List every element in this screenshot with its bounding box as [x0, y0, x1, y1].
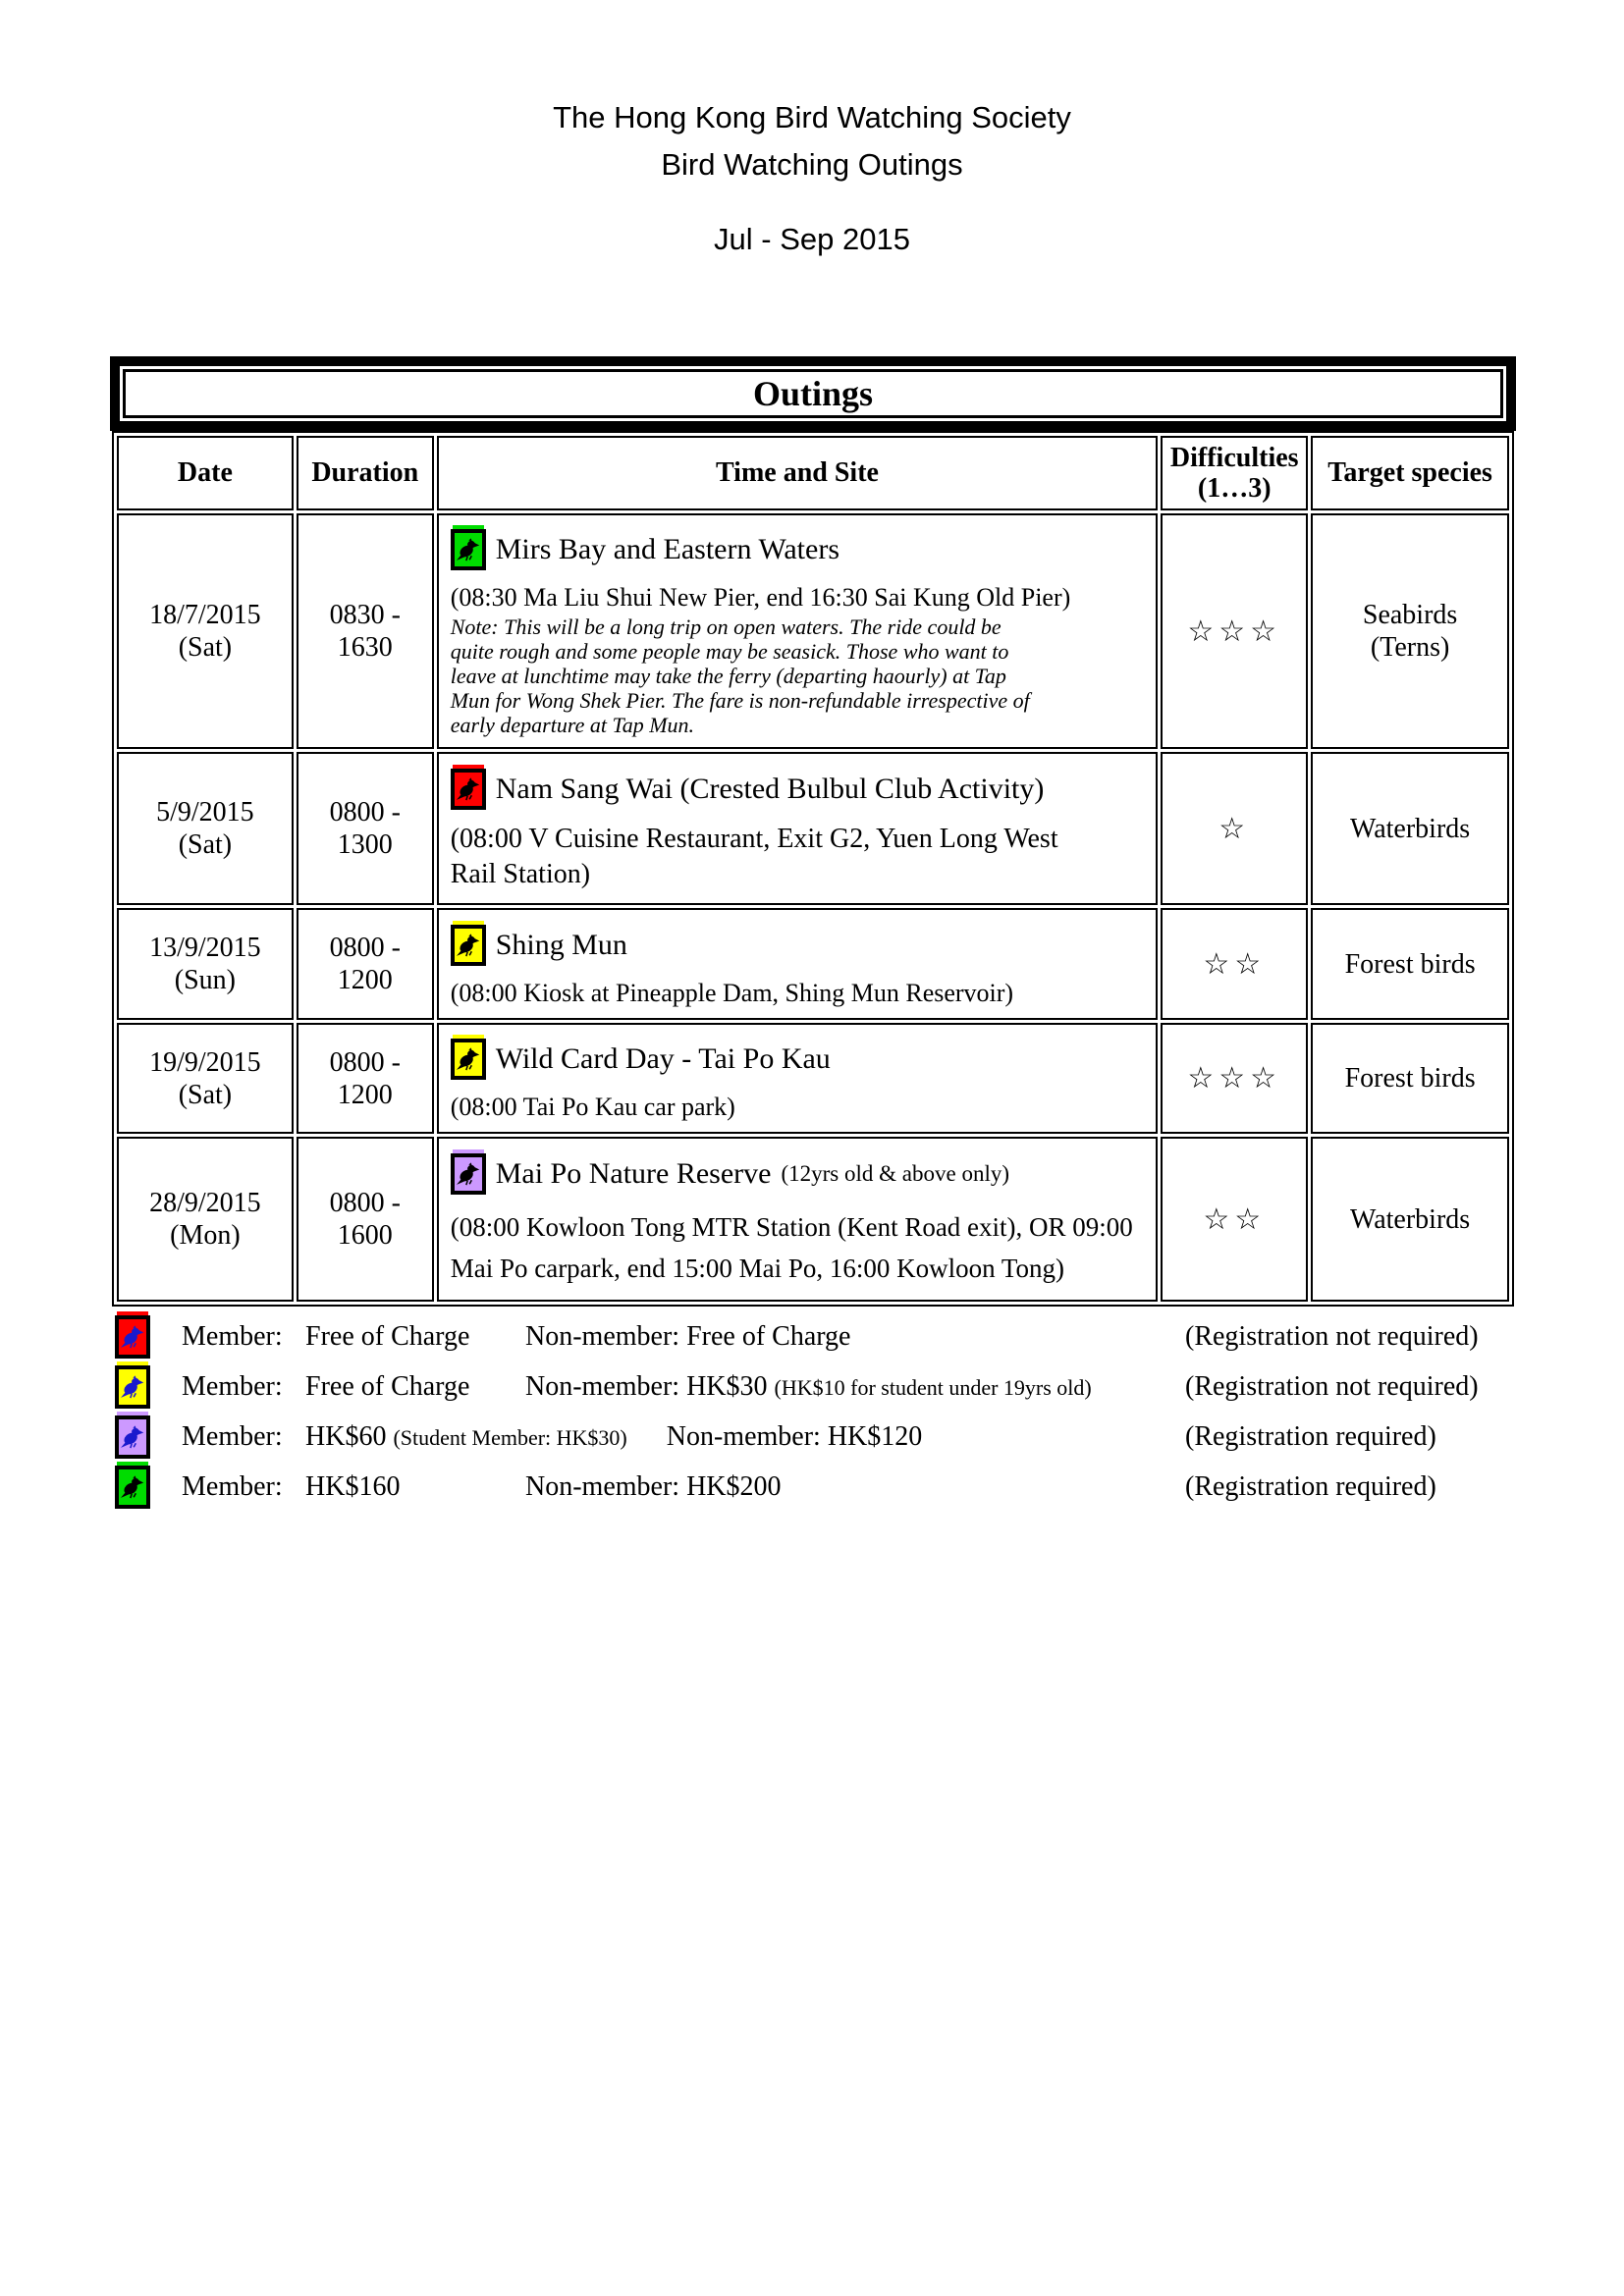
difficulty-stars: ☆☆☆: [1187, 1062, 1282, 1095]
target-species-cell: [1311, 1137, 1509, 1302]
outing-title: Nam Sang Wai (Crested Bulbul Club Activity): [495, 773, 1045, 805]
red-bird-icon: [115, 1315, 150, 1359]
fee-legend: [111, 1315, 1517, 1516]
duration-start: 0800 -: [329, 797, 401, 828]
table-row: [117, 1137, 1509, 1302]
date-day: (Sat): [178, 829, 233, 860]
difficulties-header-line1: Difficulties: [1169, 443, 1299, 473]
outing-title-line: [451, 925, 1143, 966]
target-species-cell: [1311, 908, 1509, 1020]
duration-end: 1300: [337, 829, 393, 860]
outings-banner-frame: [110, 356, 1516, 431]
column-header-duration: Duration: [297, 436, 434, 510]
duration-end: 1200: [337, 1079, 393, 1110]
outings-table: [112, 431, 1514, 1307]
table-row: [117, 513, 1509, 749]
date-day: (Sat): [178, 632, 233, 663]
member-fee: Free of Charge: [305, 1371, 470, 1402]
outing-duration: [297, 1137, 434, 1302]
duration-start: 0800 -: [329, 1188, 401, 1218]
target-species-cell: [1311, 752, 1509, 905]
yellow-bird-icon: [451, 925, 486, 966]
species-line1: Waterbirds: [1350, 1203, 1471, 1235]
difficulties-header-line2: (1…3): [1197, 473, 1272, 504]
outing-time-site: [437, 908, 1159, 1020]
outing-time-site: [437, 1137, 1159, 1302]
date-day: (Sat): [178, 1079, 233, 1110]
outing-subtitle: (08:30 Ma Liu Shui New Pier, end 16:30 Sai Kung Old Pier): [450, 583, 1071, 612]
member-fee: [305, 1421, 627, 1453]
outing-title: Mai Po Nature Reserve: [495, 1157, 772, 1190]
date-value: 5/9/2015: [156, 797, 254, 828]
species-line1: Forest birds: [1344, 1063, 1476, 1094]
outing-title-restriction: (12yrs old & above only): [781, 1161, 1009, 1186]
date-value: 13/9/2015: [149, 933, 261, 963]
outing-title-line: [451, 529, 1143, 570]
outing-duration: [297, 908, 434, 1020]
outing-subtitle: (08:00 Kowloon Tong MTR Station (Kent Road exit), OR 09:00 Mai Po carpark, end 15:00 Mai Po, 16:00 Kowloon Tong): [450, 1212, 1133, 1283]
species-line1: Seabirds: [1362, 600, 1458, 630]
member-label: Member:: [182, 1371, 283, 1402]
target-species-cell: [1311, 1023, 1509, 1134]
species-line1: Forest birds: [1344, 948, 1476, 980]
outing-subtitle: (08:00 Kiosk at Pineapple Dam, Shing Mun Reservoir): [450, 978, 1014, 1007]
outing-date: [117, 1137, 294, 1302]
member-fee-value: HK$60: [305, 1421, 387, 1452]
difficulty-cell: [1161, 1137, 1308, 1302]
outing-date: [117, 513, 294, 749]
red-bird-icon: [451, 769, 486, 810]
duration-end: 1600: [337, 1220, 393, 1251]
outing-time-site: [437, 513, 1159, 749]
table-row: [117, 752, 1509, 905]
nonmember-fee: [525, 1371, 1092, 1403]
species-line1: Waterbirds: [1350, 813, 1471, 844]
outing-subtitle: (08:00 Tai Po Kau car park): [450, 1093, 735, 1121]
duration-start: 0830 -: [329, 600, 401, 630]
outings-banner-title: Outings: [123, 369, 1503, 418]
outing-title: Mirs Bay and Eastern Waters: [495, 533, 839, 565]
difficulty-stars: ☆☆: [1203, 1202, 1267, 1236]
yellow-bird-icon: [115, 1365, 150, 1409]
purple-bird-icon: [451, 1153, 486, 1195]
date-day: (Sun): [174, 965, 237, 995]
outing-note: Note: This will be a long trip on open waters. The ride could be quite rough and some people may be seasick. Those who want to leave at lunchtime may take the ferry (departing haourly) at Tap Mun for Wong Shek Pier. The fare is non-refundable irrespective of early departure at Tap Mun.: [450, 614, 1030, 737]
date-value: 28/9/2015: [149, 1188, 261, 1218]
purple-bird-icon: [115, 1415, 150, 1459]
table-row: [117, 1023, 1509, 1134]
outings-table-section: [110, 356, 1516, 1307]
duration-start: 0800 -: [329, 933, 401, 963]
member-label: Member:: [182, 1321, 283, 1352]
difficulty-stars: ☆: [1218, 812, 1251, 845]
difficulty-stars: ☆☆☆: [1187, 614, 1282, 648]
registration-note: (Registration not required): [1185, 1371, 1479, 1402]
member-fee: HK$160: [305, 1471, 401, 1502]
legend-row-green: [111, 1466, 1517, 1509]
column-header-time-site: Time and Site: [437, 436, 1159, 510]
column-header-target-species: Target species: [1311, 436, 1509, 510]
member-fee-note: (Student Member: HK$30): [393, 1425, 627, 1450]
duration-end: 1200: [337, 965, 393, 995]
outing-subtitle: (08:00 V Cuisine Restaurant, Exit G2, Yuen Long West Rail Station): [450, 824, 1058, 889]
period-label: Jul - Sep 2015: [714, 222, 910, 256]
outing-duration: [297, 752, 434, 905]
outing-duration: [297, 1023, 434, 1134]
outing-title-line: [451, 769, 1143, 810]
outing-date: [117, 1023, 294, 1134]
outing-title-line: [451, 1039, 1143, 1080]
duration-start: 0800 -: [329, 1046, 401, 1078]
table-row: [117, 908, 1509, 1020]
nonmember-fee-note: (HK$10 for student under 19yrs old): [774, 1375, 1092, 1400]
column-header-difficulties: [1161, 436, 1308, 510]
difficulty-cell: [1161, 1023, 1308, 1134]
member-label: Member:: [182, 1421, 283, 1452]
difficulty-stars: ☆☆: [1203, 947, 1267, 981]
page-title: The Hong Kong Bird Watching Society: [553, 100, 1071, 134]
difficulty-cell: [1161, 752, 1308, 905]
difficulty-cell: [1161, 908, 1308, 1020]
yellow-bird-icon: [451, 1039, 486, 1080]
date-day: (Mon): [170, 1220, 241, 1251]
registration-note: (Registration not required): [1185, 1321, 1479, 1352]
difficulty-cell: [1161, 513, 1308, 749]
page-header: [0, 0, 1624, 257]
member-fee: Free of Charge: [305, 1321, 470, 1352]
date-value: 18/7/2015: [149, 600, 261, 630]
legend-row-purple: [111, 1415, 1517, 1459]
table-header-row: [117, 436, 1509, 510]
registration-note: (Registration required): [1185, 1421, 1436, 1452]
outing-duration: [297, 513, 434, 749]
outing-time-site: [437, 1023, 1159, 1134]
column-header-date: Date: [117, 436, 294, 510]
outing-title-line: [451, 1153, 1143, 1195]
nonmember-fee: Non-member: HK$120: [666, 1421, 923, 1452]
nonmember-fee: Non-member: Free of Charge: [525, 1321, 851, 1352]
target-species-cell: [1311, 513, 1509, 749]
date-value: 19/9/2015: [149, 1046, 261, 1078]
nonmember-fee: Non-member: HK$200: [525, 1471, 782, 1502]
outing-time-site: [437, 752, 1159, 905]
nonmember-fee-value: Non-member: HK$30: [525, 1371, 768, 1402]
outing-date: [117, 908, 294, 1020]
legend-row-red: [111, 1315, 1517, 1359]
green-bird-icon: [451, 529, 486, 570]
outing-date: [117, 752, 294, 905]
registration-note: (Registration required): [1185, 1471, 1436, 1502]
member-label: Member:: [182, 1471, 283, 1502]
duration-end: 1630: [337, 632, 393, 663]
green-bird-icon: [115, 1466, 150, 1509]
legend-row-yellow: [111, 1365, 1517, 1409]
page-subtitle: Bird Watching Outings: [661, 147, 963, 182]
species-line2: (Terns): [1370, 632, 1450, 663]
outing-title: Shing Mun: [495, 928, 627, 961]
outing-title: Wild Card Day - Tai Po Kau: [495, 1042, 831, 1075]
